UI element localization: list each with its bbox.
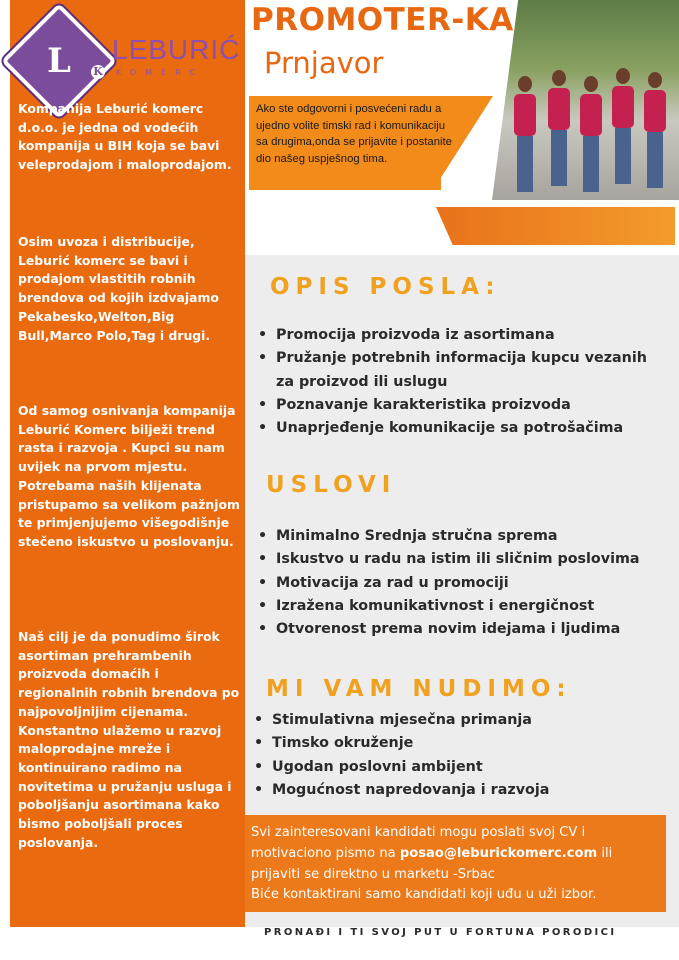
job-title: PROMOTER-KA [251, 2, 514, 38]
team-photo [492, 0, 679, 200]
uslovi-list [254, 525, 664, 641]
list-item: • Stimulativna mjesečna primanja [250, 709, 660, 732]
list-item: • Izražena komunikativnost i energičnost [254, 595, 664, 618]
list-item: • Timsko okruženje [250, 732, 660, 755]
heading-mi-vam-nudimo: MI VAM NUDIMO: [266, 676, 572, 702]
list-item: • Iskustvo u radu na istim ili sličnim poslovima [254, 548, 664, 571]
left-paragraph-3: Od samog osnivanja kompanija Leburić Komerc bilježi trend rasta i razvoja . Kupci su nam uvijek na prvom mjestu. Potrebama naših klijenata pristupamo sa velikom pažnjom te primjenjujemo višegodišnje stečeno iskustvo u poslovanju. [18, 403, 240, 549]
left-paragraph-1: Kompanija Leburić komerc d.o.o. je jedna od vodećih kompanija u BIH koja se bavi veleprodajom i maloprodajom. [18, 101, 232, 173]
list-item: • Pružanje potrebnih informacija kupcu vezanih za proizvod ili uslugu [254, 347, 664, 394]
logo-mark: L K [47, 41, 71, 81]
list-item: • Ugodan poslovni ambijent [250, 756, 660, 779]
contact-email-link[interactable]: posao@leburickomerc.com [399, 845, 598, 861]
left-paragraph-4: Naš cilj je da ponudimo širok asortiman prehrambenih proizvoda domaćih i regionalnih robnih brendova po najpovoljnijim cijenama. Konstantno ulažemo u razvoj maloprodajne mreže i kontinuirano radimo na novitetima u pružanju usluga i poboljšanju asortimana kako bismo poboljšali proces poslovanja. [18, 629, 240, 850]
list-item: • Poznavanje karakteristika proizvoda [254, 394, 664, 417]
job-location: Prnjavor [264, 46, 384, 80]
list-item: • Promocija proizvoda iz asortimana [254, 324, 664, 347]
heading-opis-posla: OPIS POSLA: [270, 274, 501, 300]
opis-posla-list [254, 324, 664, 440]
list-item: • Motivacija za rad u promociji [254, 572, 664, 595]
list-item: • Otvorenost prema novim idejama i ljudima [254, 618, 664, 641]
list-item: • Mogućnost napredovanja i razvoja [250, 779, 660, 802]
contact-line-3: Biće kontaktirani samo kandidati koji uđu u uži izbor. [251, 887, 597, 903]
decorative-stripe [436, 207, 675, 245]
list-item: • Unaprjeđenje komunikacije sa potrošačima [254, 417, 664, 440]
contact-line-1: Svi zainteresovani kandidati mogu poslati svoj CV i motivaciono pismo na [251, 825, 586, 861]
left-paragraph-2: Osim uvoza i distribucije, Leburić komerc se bavi i prodajom vlastitih robnih brendova od kojih izdvajamo Pekabesko,Welton,Big Bull,Marco Polo,Tag i drugi. [18, 234, 219, 343]
list-item: • Minimalno Srednja stručna sprema [254, 525, 664, 548]
footer-slogan: PRONAĐI I TI SVOJ PUT U FORTUNA PORODICI [264, 927, 617, 938]
brand-subtitle: KOMERC [116, 68, 204, 77]
contact-text [251, 823, 661, 906]
intro-text: Ako ste odgovorni i posvećeni radu a ujedno volite timski rad i komunikaciju sa drugima,onda se prijavite i postanite dio našeg uspješnog tima. [256, 103, 452, 166]
contact-line-2: ili prijaviti se direktno u marketu -Srbac [251, 845, 613, 882]
nudimo-list [250, 709, 660, 802]
brand-name: LEBURIĆ [112, 34, 241, 65]
heading-uslovi: USLOVI [266, 472, 397, 498]
